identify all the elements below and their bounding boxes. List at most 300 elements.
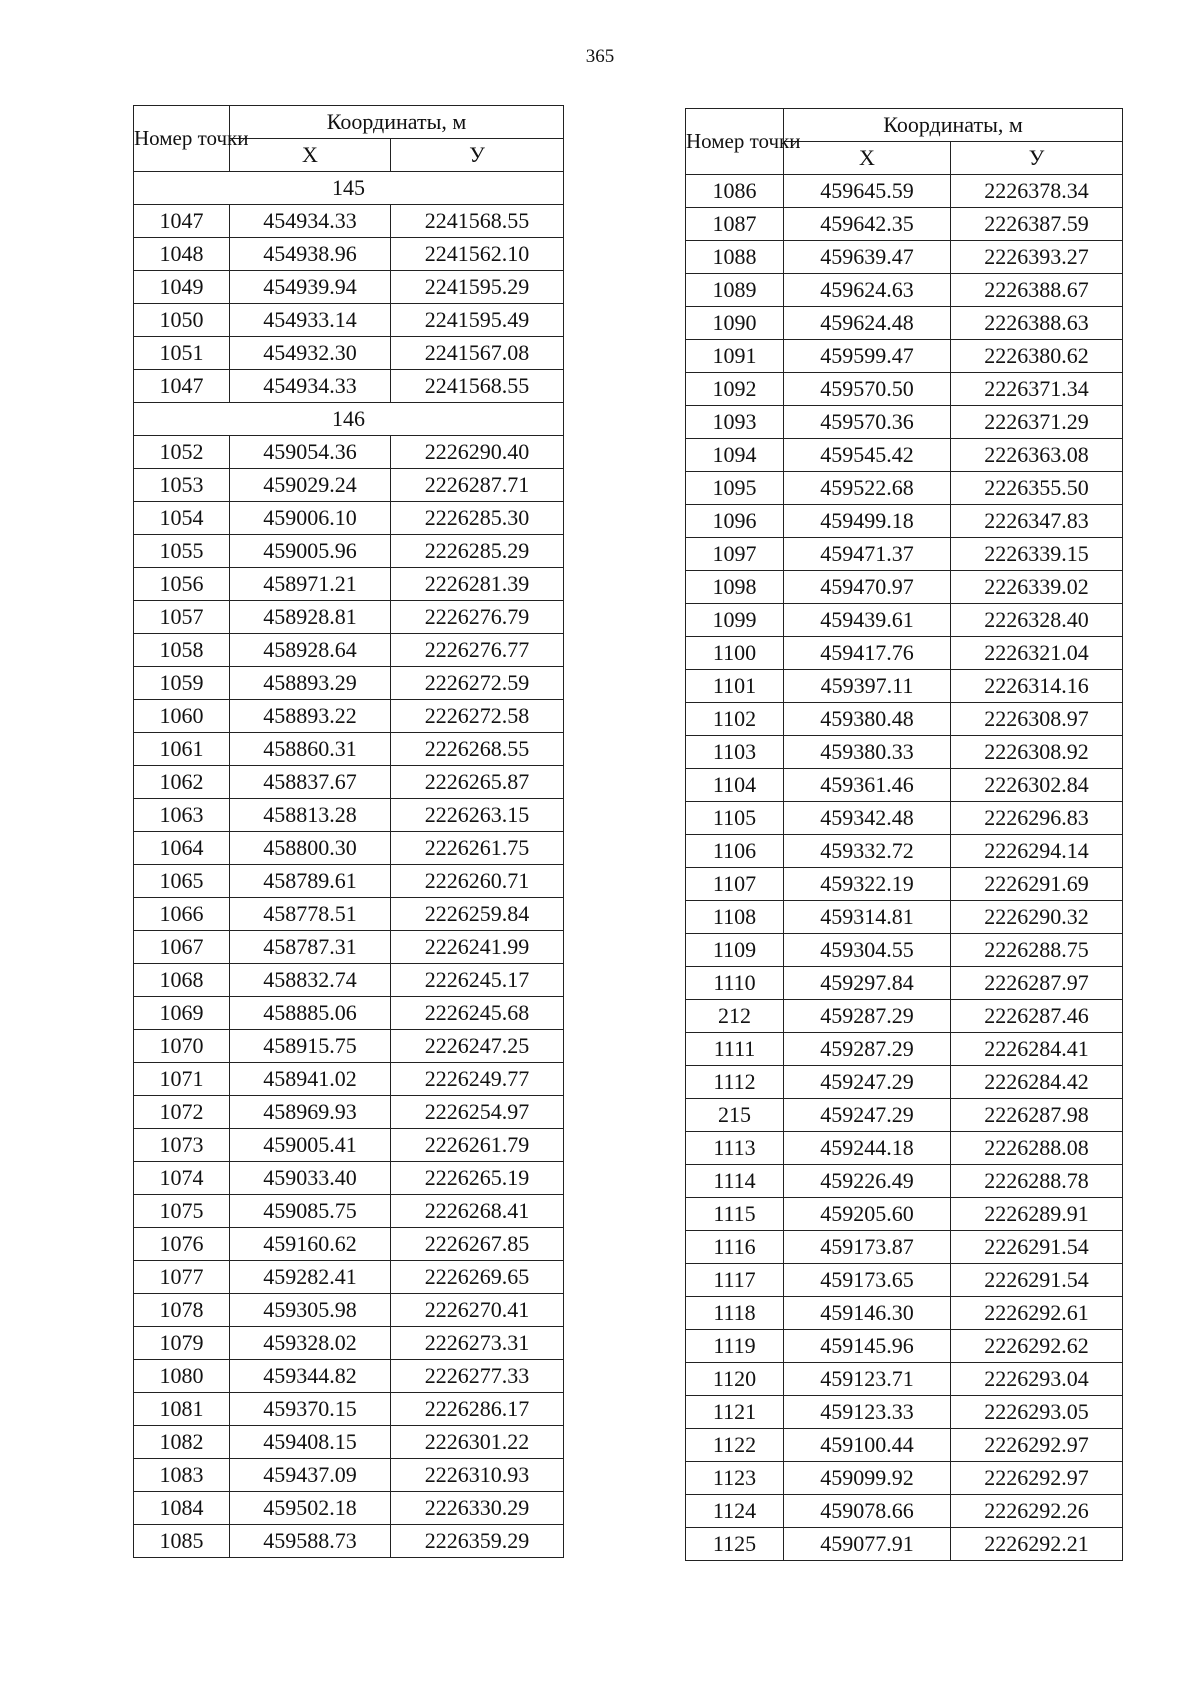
table-row <box>134 601 564 634</box>
point-number-cell: 1123 <box>686 1462 784 1495</box>
y-coordinate-cell: 2226261.79 <box>391 1129 564 1162</box>
table-row <box>134 1327 564 1360</box>
point-number-cell: 1112 <box>686 1066 784 1099</box>
y-coordinate-cell: 2226388.63 <box>951 307 1123 340</box>
y-coordinate-cell: 2241595.49 <box>391 304 564 337</box>
point-number-cell: 1101 <box>686 670 784 703</box>
x-coordinate-cell: 459160.62 <box>230 1228 391 1261</box>
point-number-cell: 1087 <box>686 208 784 241</box>
y-coordinate-cell: 2226347.83 <box>951 505 1123 538</box>
x-coordinate-cell: 454939.94 <box>230 271 391 304</box>
y-coordinate-cell: 2226288.78 <box>951 1165 1123 1198</box>
table-row <box>686 1528 1123 1561</box>
x-coordinate-cell: 459078.66 <box>784 1495 951 1528</box>
point-number-cell: 1091 <box>686 340 784 373</box>
table-row <box>134 1228 564 1261</box>
point-number-cell: 1069 <box>134 997 230 1030</box>
table-row <box>686 307 1123 340</box>
y-coordinate-cell: 2226308.97 <box>951 703 1123 736</box>
y-coordinate-cell: 2226294.14 <box>951 835 1123 868</box>
table-row <box>686 1396 1123 1429</box>
x-coordinate-cell: 459588.73 <box>230 1525 391 1558</box>
y-coordinate-cell: 2226245.17 <box>391 964 564 997</box>
x-coordinate-cell: 459123.33 <box>784 1396 951 1429</box>
table-row <box>686 967 1123 1000</box>
point-number-cell: 1080 <box>134 1360 230 1393</box>
x-coordinate-cell: 459332.72 <box>784 835 951 868</box>
y-coordinate-cell: 2226285.29 <box>391 535 564 568</box>
y-coordinate-cell: 2226308.92 <box>951 736 1123 769</box>
x-coordinate-cell: 458971.21 <box>230 568 391 601</box>
y-coordinate-cell: 2226265.19 <box>391 1162 564 1195</box>
point-number-cell: 1072 <box>134 1096 230 1129</box>
table-row <box>686 1066 1123 1099</box>
y-coordinate-cell: 2226292.61 <box>951 1297 1123 1330</box>
point-number-cell: 1088 <box>686 241 784 274</box>
y-coordinate-cell: 2226260.71 <box>391 865 564 898</box>
table-row <box>686 1099 1123 1132</box>
table-row <box>686 934 1123 967</box>
point-number-cell: 1103 <box>686 736 784 769</box>
table-row <box>134 1426 564 1459</box>
point-number-cell: 1067 <box>134 931 230 964</box>
table-row <box>134 964 564 997</box>
x-coordinate-cell: 459314.81 <box>784 901 951 934</box>
y-coordinate-cell: 2226290.32 <box>951 901 1123 934</box>
point-number-cell: 1058 <box>134 634 230 667</box>
table-row <box>134 766 564 799</box>
point-number-cell: 1116 <box>686 1231 784 1264</box>
table-row <box>686 571 1123 604</box>
x-coordinate-cell: 459145.96 <box>784 1330 951 1363</box>
y-coordinate-cell: 2226247.25 <box>391 1030 564 1063</box>
x-coordinate-cell: 459226.49 <box>784 1165 951 1198</box>
point-number-cell: 1060 <box>134 700 230 733</box>
y-coordinate-cell: 2226289.91 <box>951 1198 1123 1231</box>
point-number-cell: 1104 <box>686 769 784 802</box>
table-row <box>686 1033 1123 1066</box>
point-number-cell: 1102 <box>686 703 784 736</box>
y-coordinate-cell: 2226272.58 <box>391 700 564 733</box>
y-coordinate-cell: 2226287.97 <box>951 967 1123 1000</box>
table-row <box>134 634 564 667</box>
x-coordinate-cell: 459173.65 <box>784 1264 951 1297</box>
x-coordinate-cell: 454938.96 <box>230 238 391 271</box>
x-coordinate-cell: 459297.84 <box>784 967 951 1000</box>
point-number-cell: 1113 <box>686 1132 784 1165</box>
x-coordinate-cell: 458832.74 <box>230 964 391 997</box>
y-coordinate-cell: 2226393.27 <box>951 241 1123 274</box>
x-coordinate-cell: 459099.92 <box>784 1462 951 1495</box>
y-coordinate-cell: 2226263.15 <box>391 799 564 832</box>
table-row <box>134 535 564 568</box>
point-number-cell: 1119 <box>686 1330 784 1363</box>
x-coordinate-cell: 459054.36 <box>230 436 391 469</box>
x-coordinate-cell: 459100.44 <box>784 1429 951 1462</box>
x-coordinate-cell: 459599.47 <box>784 340 951 373</box>
y-coordinate-cell: 2226359.29 <box>391 1525 564 1558</box>
y-coordinate-cell: 2226273.31 <box>391 1327 564 1360</box>
point-number-cell: 1125 <box>686 1528 784 1561</box>
y-coordinate-cell: 2241567.08 <box>391 337 564 370</box>
y-coordinate-cell: 2226261.75 <box>391 832 564 865</box>
point-number-cell: 1107 <box>686 868 784 901</box>
table-row <box>134 832 564 865</box>
x-coordinate-cell: 459123.71 <box>784 1363 951 1396</box>
y-coordinate-cell: 2226328.40 <box>951 604 1123 637</box>
point-number-cell: 1084 <box>134 1492 230 1525</box>
table-row <box>686 637 1123 670</box>
x-coordinate-cell: 459470.97 <box>784 571 951 604</box>
x-coordinate-cell: 458860.31 <box>230 733 391 766</box>
table-row <box>134 1195 564 1228</box>
table-body-right <box>686 175 1123 1561</box>
y-coordinate-cell: 2226281.39 <box>391 568 564 601</box>
table-row <box>134 997 564 1030</box>
y-coordinate-cell: 2226288.75 <box>951 934 1123 967</box>
y-coordinate-cell: 2226301.22 <box>391 1426 564 1459</box>
page-number: 365 <box>585 46 615 67</box>
x-coordinate-cell: 454933.14 <box>230 304 391 337</box>
y-coordinate-cell: 2226286.17 <box>391 1393 564 1426</box>
point-number-cell: 1120 <box>686 1363 784 1396</box>
x-header: Х <box>784 142 951 175</box>
point-number-cell: 1051 <box>134 337 230 370</box>
table-row <box>686 406 1123 439</box>
section-row <box>134 172 564 205</box>
point-number-cell: 1079 <box>134 1327 230 1360</box>
table-row <box>134 667 564 700</box>
point-number-cell: 1096 <box>686 505 784 538</box>
x-coordinate-cell: 458778.51 <box>230 898 391 931</box>
point-number-header: Номер точки <box>686 109 784 175</box>
y-coordinate-cell: 2226272.59 <box>391 667 564 700</box>
point-number-cell: 1068 <box>134 964 230 997</box>
x-coordinate-cell: 458837.67 <box>230 766 391 799</box>
x-coordinate-cell: 458813.28 <box>230 799 391 832</box>
point-number-cell: 1053 <box>134 469 230 502</box>
x-coordinate-cell: 459282.41 <box>230 1261 391 1294</box>
x-coordinate-cell: 459085.75 <box>230 1195 391 1228</box>
table-row <box>686 472 1123 505</box>
point-number-cell: 1063 <box>134 799 230 832</box>
table-row <box>134 205 564 238</box>
coordinates-header: Координаты, м <box>230 106 564 139</box>
section-label: 145 <box>134 172 564 205</box>
y-coordinate-cell: 2226292.62 <box>951 1330 1123 1363</box>
point-number-cell: 1094 <box>686 439 784 472</box>
y-coordinate-cell: 2226267.85 <box>391 1228 564 1261</box>
y-coordinate-cell: 2226291.69 <box>951 868 1123 901</box>
x-coordinate-cell: 458928.64 <box>230 634 391 667</box>
y-coordinate-cell: 2241568.55 <box>391 205 564 238</box>
x-coordinate-cell: 458787.31 <box>230 931 391 964</box>
point-number-cell: 1122 <box>686 1429 784 1462</box>
y-coordinate-cell: 2226339.02 <box>951 571 1123 604</box>
x-coordinate-cell: 459645.59 <box>784 175 951 208</box>
x-coordinate-cell: 459033.40 <box>230 1162 391 1195</box>
point-number-cell: 1050 <box>134 304 230 337</box>
table-row <box>686 670 1123 703</box>
y-coordinate-cell: 2226380.62 <box>951 340 1123 373</box>
table-row <box>686 703 1123 736</box>
y-coordinate-cell: 2226292.26 <box>951 1495 1123 1528</box>
x-coordinate-cell: 459344.82 <box>230 1360 391 1393</box>
point-number-cell: 1089 <box>686 274 784 307</box>
x-coordinate-cell: 458893.29 <box>230 667 391 700</box>
coordinates-header: Координаты, м <box>784 109 1123 142</box>
x-coordinate-cell: 454934.33 <box>230 205 391 238</box>
x-coordinate-cell: 458800.30 <box>230 832 391 865</box>
x-coordinate-cell: 459471.37 <box>784 538 951 571</box>
x-coordinate-cell: 454932.30 <box>230 337 391 370</box>
table-row <box>134 1492 564 1525</box>
point-number-cell: 1086 <box>686 175 784 208</box>
y-coordinate-cell: 2226284.41 <box>951 1033 1123 1066</box>
point-number-cell: 1083 <box>134 1459 230 1492</box>
x-coordinate-cell: 459006.10 <box>230 502 391 535</box>
point-number-cell: 1049 <box>134 271 230 304</box>
point-number-cell: 1095 <box>686 472 784 505</box>
point-number-cell: 1047 <box>134 370 230 403</box>
y-coordinate-cell: 2226310.93 <box>391 1459 564 1492</box>
point-number-cell: 1081 <box>134 1393 230 1426</box>
table-row <box>134 1129 564 1162</box>
table-row <box>686 208 1123 241</box>
x-coordinate-cell: 454934.33 <box>230 370 391 403</box>
x-coordinate-cell: 459328.02 <box>230 1327 391 1360</box>
y-coordinate-cell: 2241595.29 <box>391 271 564 304</box>
y-coordinate-cell: 2226339.15 <box>951 538 1123 571</box>
table-row <box>134 1162 564 1195</box>
y-coordinate-cell: 2226287.98 <box>951 1099 1123 1132</box>
x-coordinate-cell: 459502.18 <box>230 1492 391 1525</box>
x-coordinate-cell: 459380.33 <box>784 736 951 769</box>
table-row <box>686 1330 1123 1363</box>
x-coordinate-cell: 459570.50 <box>784 373 951 406</box>
point-number-cell: 1117 <box>686 1264 784 1297</box>
y-coordinate-cell: 2226296.83 <box>951 802 1123 835</box>
point-number-cell: 1059 <box>134 667 230 700</box>
point-number-cell: 1106 <box>686 835 784 868</box>
x-coordinate-cell: 459408.15 <box>230 1426 391 1459</box>
x-coordinate-cell: 459305.98 <box>230 1294 391 1327</box>
x-coordinate-cell: 459304.55 <box>784 934 951 967</box>
point-number-cell: 1074 <box>134 1162 230 1195</box>
y-coordinate-cell: 2226371.29 <box>951 406 1123 439</box>
point-number-cell: 1100 <box>686 637 784 670</box>
y-coordinate-cell: 2226355.50 <box>951 472 1123 505</box>
point-number-cell: 1055 <box>134 535 230 568</box>
table-row <box>134 1360 564 1393</box>
point-number-cell: 1085 <box>134 1525 230 1558</box>
point-number-cell: 1093 <box>686 406 784 439</box>
y-coordinate-cell: 2226371.34 <box>951 373 1123 406</box>
x-coordinate-cell: 459005.41 <box>230 1129 391 1162</box>
table-row <box>134 898 564 931</box>
point-number-cell: 1076 <box>134 1228 230 1261</box>
point-number-cell: 1066 <box>134 898 230 931</box>
point-number-cell: 1124 <box>686 1495 784 1528</box>
table-row <box>134 799 564 832</box>
x-coordinate-cell: 459361.46 <box>784 769 951 802</box>
x-coordinate-cell: 458969.93 <box>230 1096 391 1129</box>
y-coordinate-cell: 2226314.16 <box>951 670 1123 703</box>
point-number-cell: 1118 <box>686 1297 784 1330</box>
point-number-header: Номер точки <box>134 106 230 172</box>
table-row <box>686 835 1123 868</box>
x-coordinate-cell: 458915.75 <box>230 1030 391 1063</box>
y-coordinate-cell: 2226249.77 <box>391 1063 564 1096</box>
y-coordinate-cell: 2226291.54 <box>951 1231 1123 1264</box>
y-coordinate-cell: 2226245.68 <box>391 997 564 1030</box>
y-coordinate-cell: 2226270.41 <box>391 1294 564 1327</box>
x-header: Х <box>230 139 391 172</box>
y-coordinate-cell: 2226387.59 <box>951 208 1123 241</box>
x-coordinate-cell: 459522.68 <box>784 472 951 505</box>
table-row <box>686 1132 1123 1165</box>
table-row <box>686 1165 1123 1198</box>
table-row <box>686 274 1123 307</box>
table-row <box>134 1294 564 1327</box>
section-row <box>134 403 564 436</box>
table-row <box>686 1297 1123 1330</box>
table-row <box>134 502 564 535</box>
table-row <box>134 1459 564 1492</box>
point-number-cell: 1090 <box>686 307 784 340</box>
x-coordinate-cell: 458928.81 <box>230 601 391 634</box>
table-row <box>134 238 564 271</box>
y-coordinate-cell: 2226268.41 <box>391 1195 564 1228</box>
table-row <box>686 1198 1123 1231</box>
x-coordinate-cell: 459570.36 <box>784 406 951 439</box>
point-number-cell: 1048 <box>134 238 230 271</box>
x-coordinate-cell: 459545.42 <box>784 439 951 472</box>
table-row <box>686 1000 1123 1033</box>
table-row <box>134 733 564 766</box>
y-coordinate-cell: 2226285.30 <box>391 502 564 535</box>
x-coordinate-cell: 459173.87 <box>784 1231 951 1264</box>
y-coordinate-cell: 2226268.55 <box>391 733 564 766</box>
table-body-left <box>134 172 564 1558</box>
point-number-cell: 1075 <box>134 1195 230 1228</box>
x-coordinate-cell: 459322.19 <box>784 868 951 901</box>
table-row <box>686 901 1123 934</box>
y-coordinate-cell: 2226276.79 <box>391 601 564 634</box>
x-coordinate-cell: 459029.24 <box>230 469 391 502</box>
y-header: У <box>951 142 1123 175</box>
y-coordinate-cell: 2226265.87 <box>391 766 564 799</box>
y-coordinate-cell: 2226254.97 <box>391 1096 564 1129</box>
point-number-cell: 1077 <box>134 1261 230 1294</box>
table-row <box>686 604 1123 637</box>
y-coordinate-cell: 2226269.65 <box>391 1261 564 1294</box>
point-number-cell: 1078 <box>134 1294 230 1327</box>
table-row <box>686 340 1123 373</box>
y-coordinate-cell: 2226287.46 <box>951 1000 1123 1033</box>
y-coordinate-cell: 2241568.55 <box>391 370 564 403</box>
point-number-cell: 1108 <box>686 901 784 934</box>
x-coordinate-cell: 459287.29 <box>784 1033 951 1066</box>
point-number-cell: 1092 <box>686 373 784 406</box>
y-coordinate-cell: 2226276.77 <box>391 634 564 667</box>
point-number-cell: 1056 <box>134 568 230 601</box>
y-coordinate-cell: 2226378.34 <box>951 175 1123 208</box>
table-row <box>686 439 1123 472</box>
x-coordinate-cell: 458885.06 <box>230 997 391 1030</box>
table-row <box>134 304 564 337</box>
point-number-cell: 1115 <box>686 1198 784 1231</box>
point-number-cell: 1105 <box>686 802 784 835</box>
y-coordinate-cell: 2226292.97 <box>951 1429 1123 1462</box>
table-row <box>134 700 564 733</box>
x-coordinate-cell: 458941.02 <box>230 1063 391 1096</box>
x-coordinate-cell: 459205.60 <box>784 1198 951 1231</box>
y-coordinate-cell: 2226293.04 <box>951 1363 1123 1396</box>
table-row <box>134 1393 564 1426</box>
y-coordinate-cell: 2226277.33 <box>391 1360 564 1393</box>
x-coordinate-cell: 459639.47 <box>784 241 951 274</box>
point-number-cell: 1054 <box>134 502 230 535</box>
table-row <box>134 931 564 964</box>
table-row <box>134 469 564 502</box>
table-row <box>134 271 564 304</box>
y-coordinate-cell: 2226259.84 <box>391 898 564 931</box>
table-row <box>686 736 1123 769</box>
table-row <box>686 538 1123 571</box>
point-number-cell: 1109 <box>686 934 784 967</box>
y-coordinate-cell: 2241562.10 <box>391 238 564 271</box>
y-coordinate-cell: 2226330.29 <box>391 1492 564 1525</box>
point-number-cell: 1082 <box>134 1426 230 1459</box>
point-number-cell: 1073 <box>134 1129 230 1162</box>
point-number-cell: 1062 <box>134 766 230 799</box>
table-row <box>134 865 564 898</box>
y-coordinate-cell: 2226288.08 <box>951 1132 1123 1165</box>
table-row <box>686 1363 1123 1396</box>
x-coordinate-cell: 459146.30 <box>784 1297 951 1330</box>
point-number-cell: 1111 <box>686 1033 784 1066</box>
x-coordinate-cell: 458893.22 <box>230 700 391 733</box>
table-row <box>686 1231 1123 1264</box>
x-coordinate-cell: 459437.09 <box>230 1459 391 1492</box>
x-coordinate-cell: 459624.63 <box>784 274 951 307</box>
point-number-cell: 1121 <box>686 1396 784 1429</box>
table-row <box>134 1030 564 1063</box>
table-row <box>134 568 564 601</box>
x-coordinate-cell: 459077.91 <box>784 1528 951 1561</box>
table-row <box>686 868 1123 901</box>
x-coordinate-cell: 459417.76 <box>784 637 951 670</box>
coordinates-table-left <box>133 105 564 1558</box>
x-coordinate-cell: 459439.61 <box>784 604 951 637</box>
y-coordinate-cell: 2226292.21 <box>951 1528 1123 1561</box>
x-coordinate-cell: 458789.61 <box>230 865 391 898</box>
x-coordinate-cell: 459247.29 <box>784 1099 951 1132</box>
y-coordinate-cell: 2226363.08 <box>951 439 1123 472</box>
point-number-cell: 1071 <box>134 1063 230 1096</box>
x-coordinate-cell: 459499.18 <box>784 505 951 538</box>
x-coordinate-cell: 459370.15 <box>230 1393 391 1426</box>
table-row <box>134 370 564 403</box>
point-number-cell: 1110 <box>686 967 784 1000</box>
x-coordinate-cell: 459380.48 <box>784 703 951 736</box>
point-number-cell: 1052 <box>134 436 230 469</box>
point-number-cell: 212 <box>686 1000 784 1033</box>
x-coordinate-cell: 459397.11 <box>784 670 951 703</box>
point-number-cell: 215 <box>686 1099 784 1132</box>
point-number-cell: 1064 <box>134 832 230 865</box>
